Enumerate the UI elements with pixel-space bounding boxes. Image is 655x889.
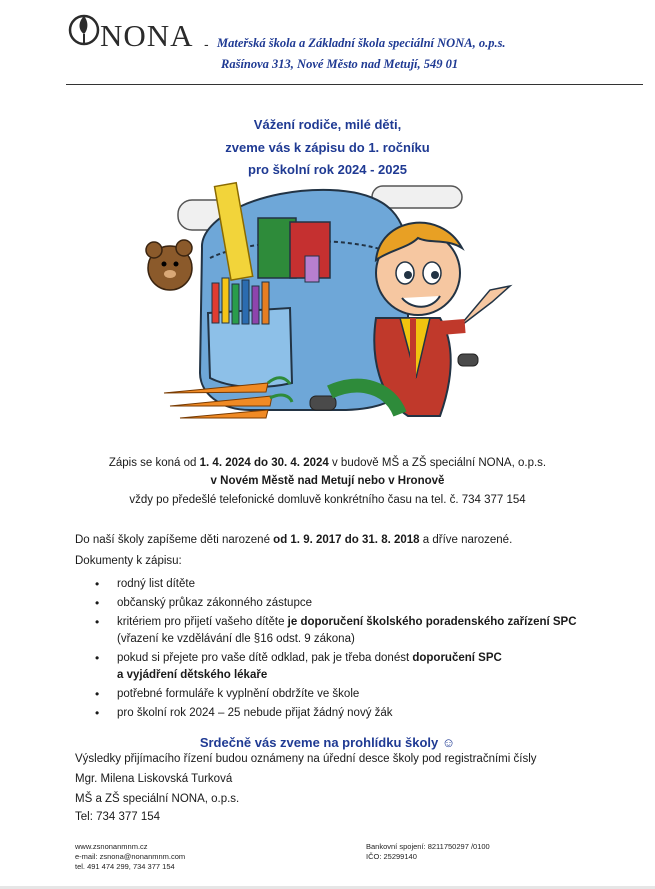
greeting: Vážení rodiče, milé děti, [253,117,402,132]
schedule-location: v Novém Městě nad Metují nebo v Hronově [210,475,445,487]
footer-contacts [75,842,185,872]
footer-email[interactable]: e-mail: zsnona@nonanmnm.com [75,852,186,861]
open-day-invitation: Srdečně vás zveme na prohlídku školy ☺ [199,735,456,750]
footer-web[interactable]: www.zsnonanmnm.cz [75,842,148,851]
schoolboy-with-backpack-illustration [140,178,515,430]
documents-label: Dokumenty k zápisu: [75,555,182,567]
list-item: • občanský průkaz zákonného zástupce [75,595,595,612]
schedule-line: Zápis se koná od 1. 4. 2024 do 30. 4. 2024 v budově MŠ a ZŠ speciální NONA, o.p.s. [108,457,547,469]
school-address: Rašínova 313, Nové Město nad Metují, 549 01 [221,57,459,71]
footer-ico: IČO: 25299140 [366,852,417,861]
school-name: Mateřská škola a Základní škola speciální NONA, o.p.s. [217,36,506,50]
footer-bank [366,842,490,862]
header-dash: - [204,36,209,52]
list-item: • kritériem pro přijetí vašeho dítěte je doporučení školského poradenského zařízení SPC (vřazení ke vzdělávání dle §16 odst. 9 zákona) [75,614,595,648]
header-divider [66,84,643,85]
signature-name: Mgr. Milena Liskovská Turková [75,773,233,785]
school-year: pro školní rok 2024 - 2025 [248,162,407,177]
list-item: • pro školní rok 2024 – 25 nebude přijat žádný nový žák [75,705,595,722]
footer-tel: tel. 491 474 299, 734 377 154 [75,862,175,871]
list-item: • rodný list dítěte [75,576,595,593]
list-item: • pokud si přejete pro vaše dítě odklad, pak je třeba donést doporučení SPC a vyjádření dětského lékaře [75,650,595,684]
documents-list [75,576,595,724]
footer-bank-account: Bankovní spojení: 8211750297 /0100 [366,842,490,851]
list-item: • potřebné formuláře k vyplnění obdržíte ve škole [75,686,595,703]
admission-criteria: Do naší školy zapíšeme děti narozené od 1. 9. 2017 do 31. 8. 2018 a dříve narozené. [75,534,513,546]
invitation-line: zveme vás k zápisu do 1. ročníku [225,140,430,155]
signature-phone: Tel: 734 377 154 [75,811,161,823]
signature-org: MŠ a ZŠ speciální NONA, o.p.s. [75,793,240,805]
results-note: Výsledky přijímacího řízení budou oznámeny na úřední desce školy pod registračními čísly [75,753,537,765]
logo-text: NONA [100,18,194,53]
schedule-note: vždy po předešlé telefonické domluvě konkrétního času na tel. č. 734 377 154 [129,494,526,506]
